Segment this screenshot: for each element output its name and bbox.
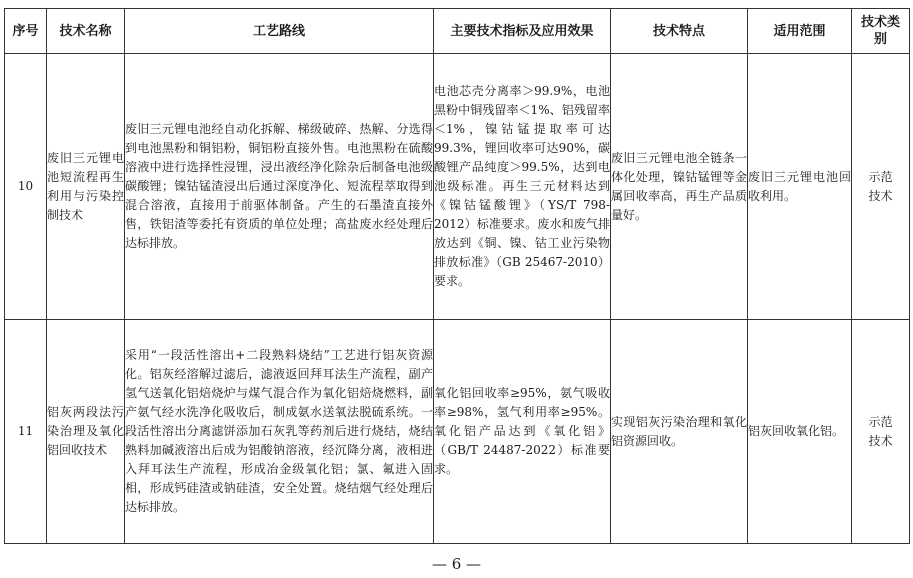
table-row bbox=[5, 54, 910, 320]
table-row bbox=[5, 320, 910, 544]
header-route: 工艺路线 bbox=[125, 9, 434, 54]
technology-category: 示范技术 bbox=[852, 54, 910, 320]
process-route: 废旧三元锂电池经自动化拆解、梯级破碎、热解、分选得到电池黑粉和铜铝粉，铜铝粉直接外售。电池黑粉在硫酸溶液中进行选择性浸锂，浸出液经净化除杂后制备电池级碳酸锂；镍钴锰渣浸出后通过深度净化、短流程萃取得到混合溶液，直接用于前驱体制备。产生的石墨渣直接外售，铁铝渣等委托有资质的单位处理；高盐废水经处理后达标排放。 bbox=[125, 54, 434, 320]
application-scope: 铝灰回收氧化铝。 bbox=[748, 320, 852, 544]
header-metrics: 主要技术指标及应用效果 bbox=[434, 9, 611, 54]
technical-features: 废旧三元锂电池全链条一体化处理，镍钴锰锂等金属回收率高，再生产品质量好。 bbox=[611, 54, 748, 320]
header-category: 技术类别 bbox=[852, 9, 910, 54]
technology-name: 铝灰两段法污染治理及氧化铝回收技术 bbox=[47, 320, 125, 544]
technical-features: 实现铝灰污染治理和氧化铝资源回收。 bbox=[611, 320, 748, 544]
header-scope: 适用范围 bbox=[748, 9, 852, 54]
header-row bbox=[5, 9, 910, 54]
technology-name: 废旧三元锂电池短流程再生利用与污染控制技术 bbox=[47, 54, 125, 320]
header-name: 技术名称 bbox=[47, 9, 125, 54]
page-number: — 6 — bbox=[431, 555, 482, 573]
technical-metrics: 氧化铝回收率≥95%，氨气吸收率≥98%，氢气利用率≥95%。氧化铝产品达到《氧化铝》（GB/T 24487-2022）标准要求。 bbox=[434, 320, 611, 544]
header-features: 技术特点 bbox=[611, 9, 748, 54]
technical-metrics: 电池芯壳分离率＞99.9%，电池黑粉中铜残留率＜1%、铝残留率＜1%，镍钴锰提取率可达99.3%，锂回收率可达90%，碳酸锂产品纯度＞99.5%，达到电池级标准。再生三元材料达到《镍钴锰酸锂》（YS/T 798-2012）标准要求。废水和废气排放达到《铜、镍、钴工业污染物排放标准》（GB 25467-2010）要求。 bbox=[434, 54, 611, 320]
application-scope: 废旧三元锂电池回收利用。 bbox=[748, 54, 852, 320]
header-no: 序号 bbox=[5, 9, 47, 54]
row-number: 11 bbox=[5, 320, 47, 544]
row-number: 10 bbox=[5, 54, 47, 320]
process-route: 采用“一段活性溶出+二段熟料烧结”工艺进行铝灰资源化。铝灰经溶解过滤后，滤液返回拜耳法生产流程，副产氢气送氧化铝焙烧炉与煤气混合作为氧化铝焙烧燃料，副产氨气经水洗净化吸收后，制成氨水送氧法脱硫系统。一段活性溶出分离滤饼添加石灰乳等药剂后进行烧结，烧结熟料加碱液溶出后成为铝酸钠溶液，经沉降分离，液相进入拜耳法生产流程，形成冶金级氧化铝；氯、氟进入固相，形成钙硅渣或钠硅渣，安全处置。烧结烟气经处理后达标排放。 bbox=[125, 320, 434, 544]
technology-table bbox=[4, 8, 910, 544]
technology-category: 示范技术 bbox=[852, 320, 910, 544]
